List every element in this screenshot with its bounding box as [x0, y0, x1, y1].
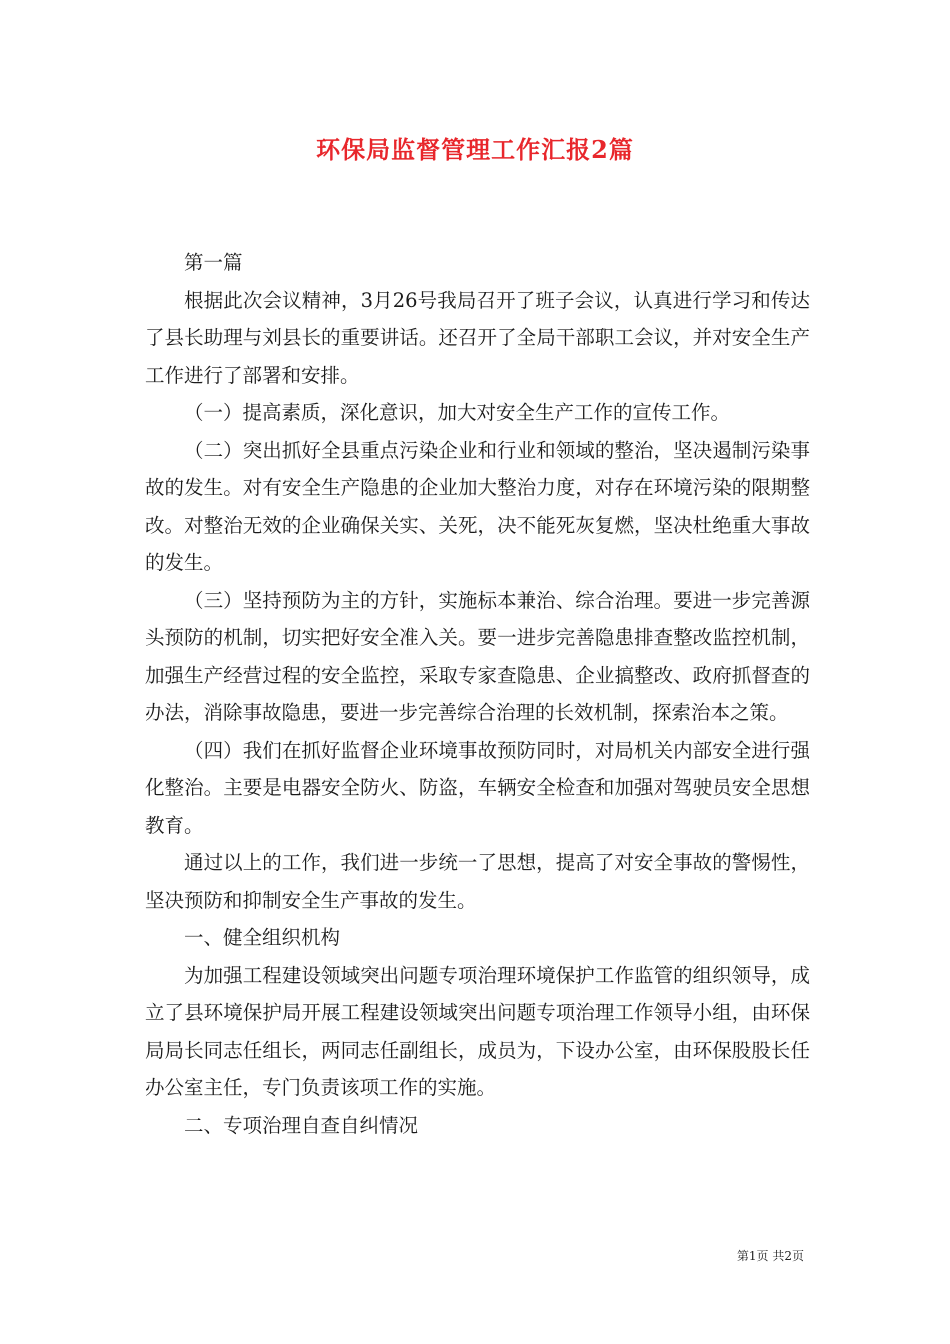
section-heading: 一、健全组织机构	[184, 926, 341, 949]
section-label: 第一篇	[184, 251, 243, 274]
paragraph: （二）突出抓好全县重点污染企业和行业和领域的整治，坚决遏制污染事故的发生。对有安全生产隐患的企业加大整治力度，对存在环境污染的限期整改。对整治无效的企业确保关实、关死，决不能死灰复燃，坚决杜绝重大事故的发生。	[145, 438, 810, 574]
section-heading: 二、专项治理自查自纠情况	[184, 1113, 419, 1137]
paragraph: 根据此次会议精神，3月26号我局召开了班子会议，认真进行学习和传达了县长助理与刘县长的重要讲话。还召开了全局干部职工会议，并对安全生产工作进行了部署和安排。	[145, 288, 810, 387]
paragraph: （四）我们在抓好监督企业环境事故预防同时，对局机关内部安全进行强化整治。主要是电器安全防火、防盗，车辆安全检查和加强对驾驶员安全思想教育。	[145, 738, 810, 837]
paragraph: （一）提高素质，深化意识，加大对安全生产工作的宣传工作。	[184, 401, 731, 424]
page-number: 第1页 共2页	[736, 1249, 804, 1263]
document-title: 环保局监督管理工作汇报2篇	[316, 135, 634, 164]
paragraph: （三）坚持预防为主的方针，实施标本兼治、综合治理。要进一步完善源头预防的机制，切实把好安全准入关。要一进步完善隐患排查整改监控机制，加强生产经营过程的安全监控，采取专家查隐患、企业搞整改、政府抓督查的办法，消除事故隐患，要进一步完善综合治理的长效机制，探索治本之策。	[145, 588, 810, 724]
paragraph: 为加强工程建设领域突出问题专项治理环境保护工作监管的组织领导，成立了县环境保护局开展工程建设领域突出问题专项治理工作领导小组，由环保局局长同志任组长，两同志任副组长，成员为，下设办公室，由环保股股长任办公室主任，专门负责该项工作的实施。	[145, 963, 810, 1099]
paragraph: 通过以上的工作，我们进一步统一了思想，提高了对安全事故的警惕性，坚决预防和抑制安全生产事故的发生。	[145, 851, 810, 912]
document-body	[145, 244, 810, 1144]
